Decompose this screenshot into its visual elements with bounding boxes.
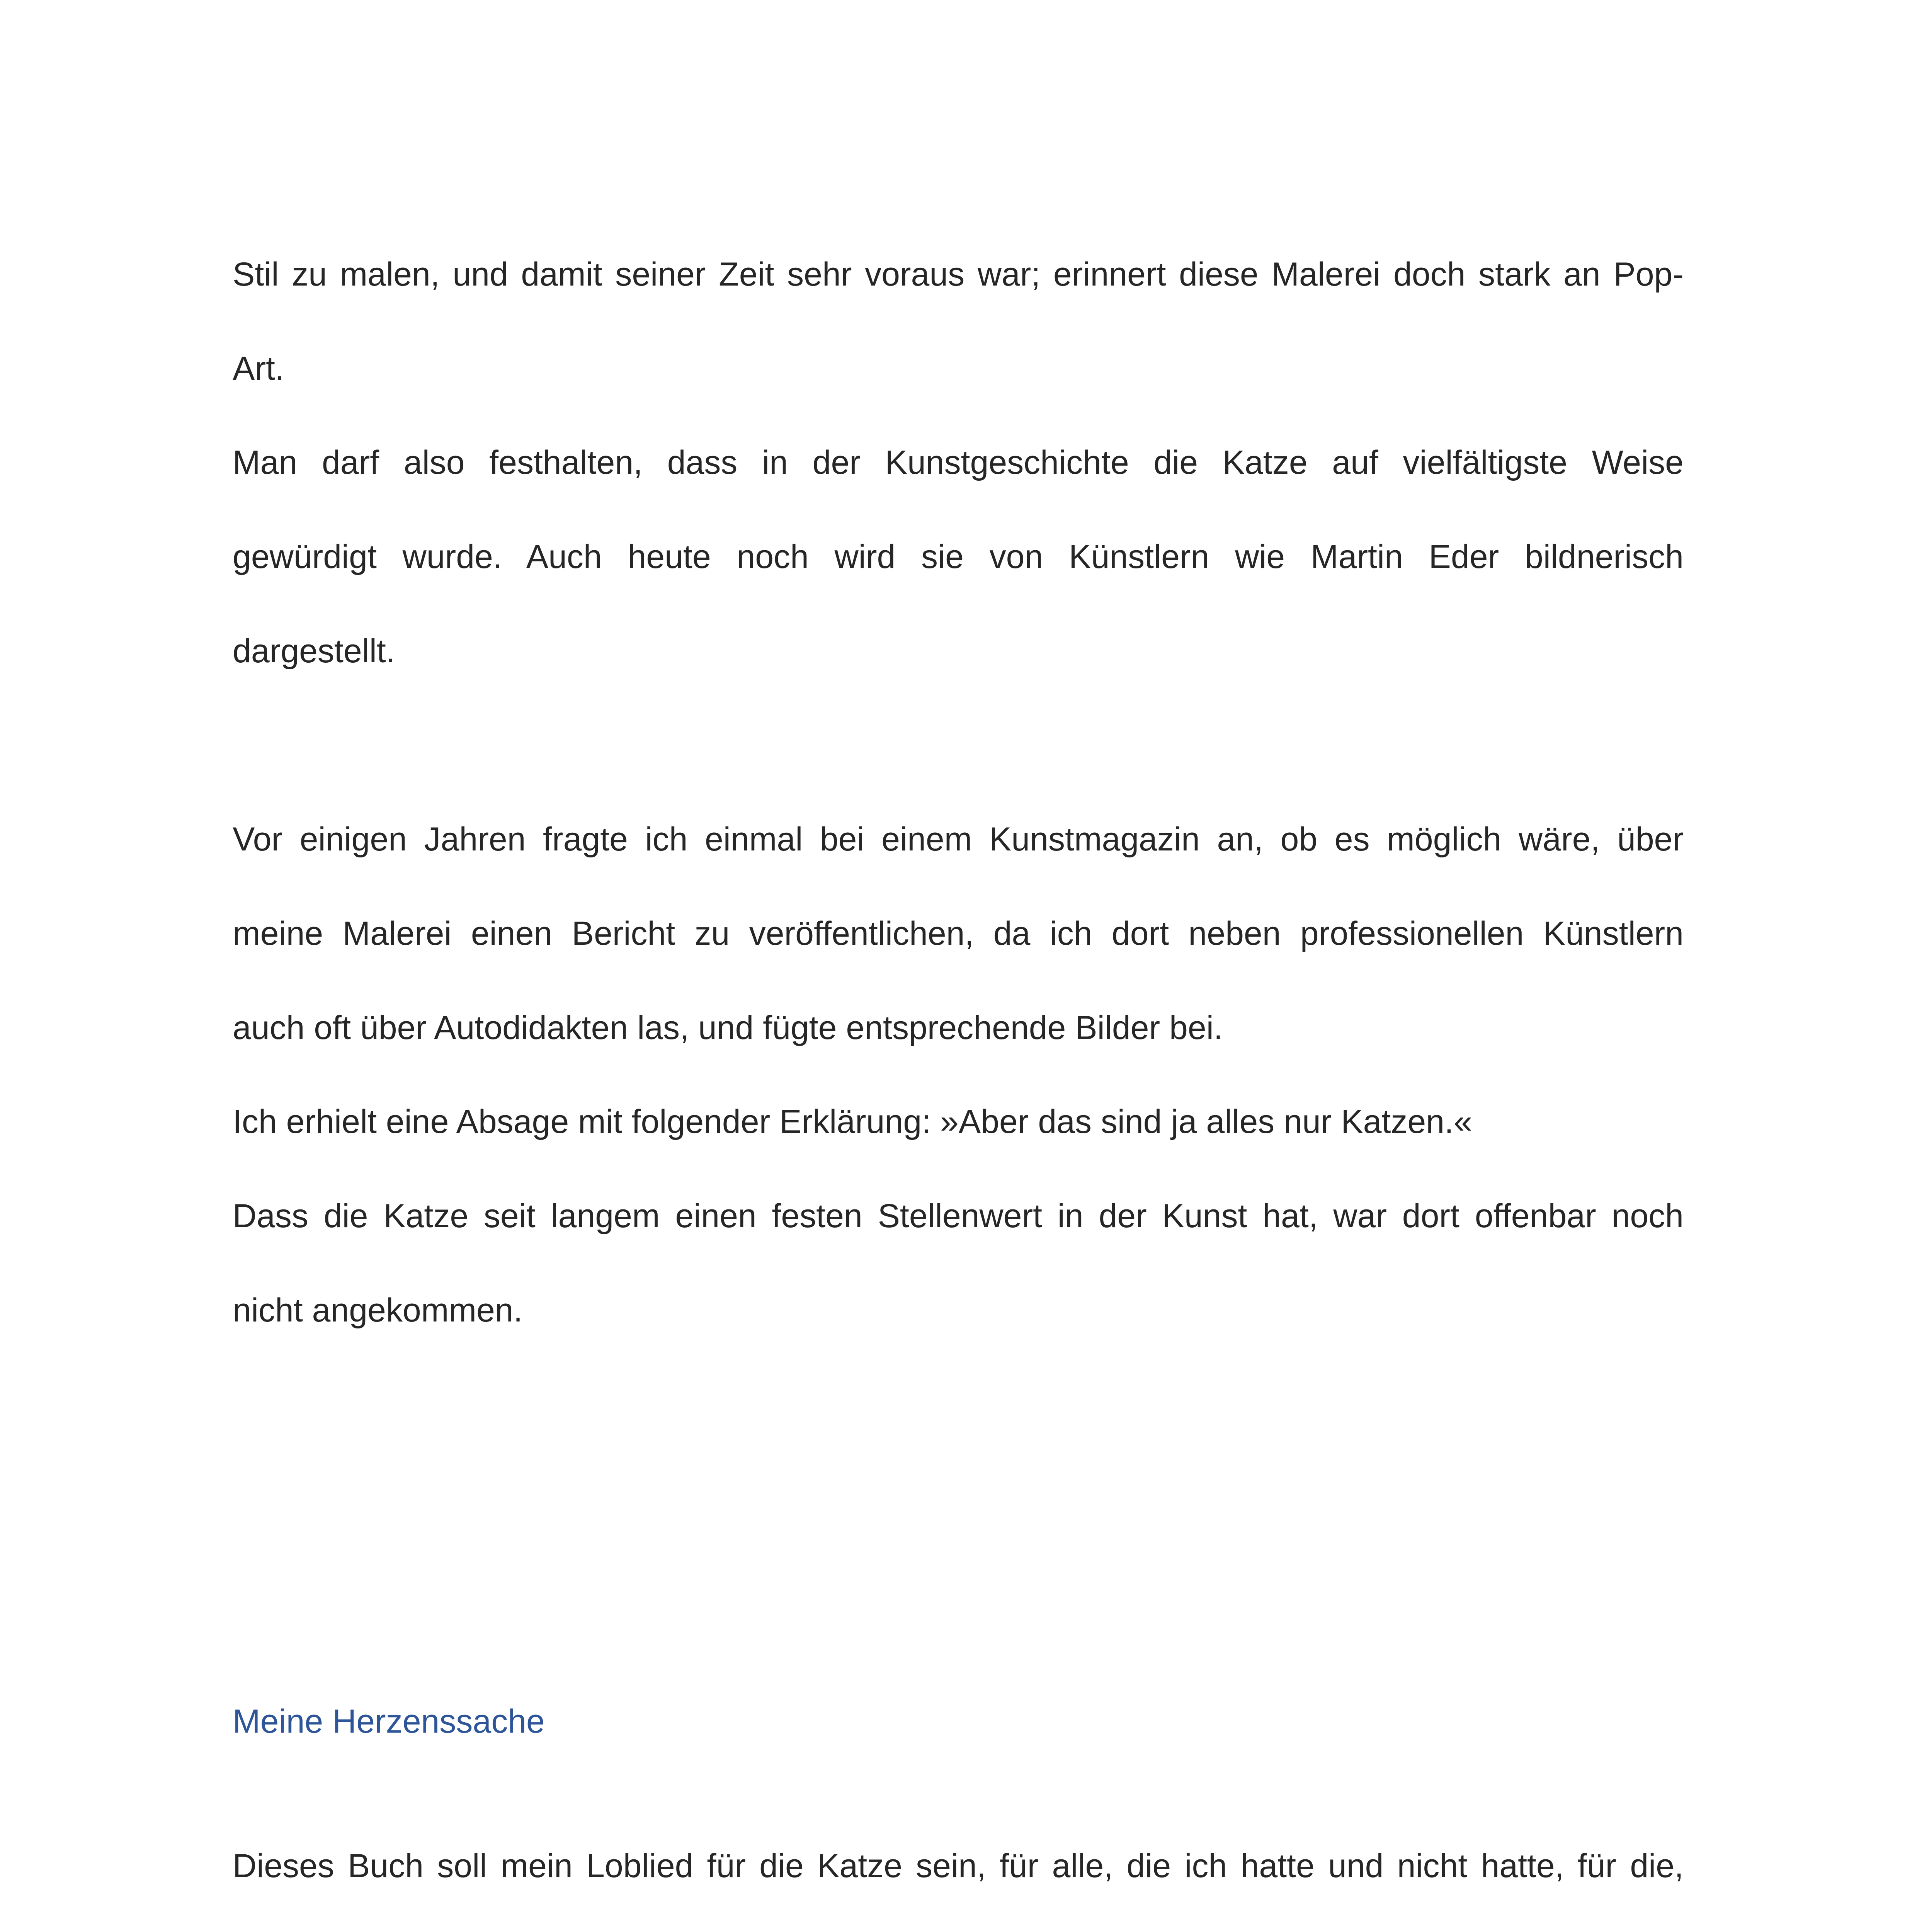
text-line: Dieses Buch soll mein Loblied für die Katze sein, für alle, die ich hatte und nicht hatte, für die, (233, 1847, 1684, 1884)
text-line: Man darf also festhalten, dass in der Kunstgeschichte die Katze auf vielfältigste Weise (233, 444, 1684, 481)
text-line: dargestellt. (233, 633, 395, 670)
text-line: nicht angekommen. (233, 1292, 523, 1329)
text-line: Stil zu malen, und damit seiner Zeit sehr voraus war; erinnert diese Malerei doch stark an Pop- (233, 256, 1684, 293)
text-line: Dass die Katze seit langem einen festen Stellenwert in der Kunst hat, war dort offenbar noch (233, 1197, 1684, 1235)
text-line: Art. (233, 350, 284, 387)
text-line: Vor einigen Jahren fragte ich einmal bei einem Kunstmagazin an, ob es möglich wäre, über (233, 821, 1684, 858)
section-heading: Meine Herzenssache (233, 1703, 545, 1740)
text-line: meine Malerei einen Bericht zu veröffentlichen, da ich dort neben professionellen Künstlern (233, 915, 1684, 952)
text-line: auch oft über Autodidakten las, und fügte entsprechende Bilder bei. (233, 1009, 1223, 1046)
text-line: gewürdigt wurde. Auch heute noch wird sie von Künstlern wie Martin Eder bildnerisch (233, 538, 1684, 575)
text-line: Ich erhielt eine Absage mit folgender Erklärung: »Aber das sind ja alles nur Katzen.« (233, 1103, 1472, 1140)
